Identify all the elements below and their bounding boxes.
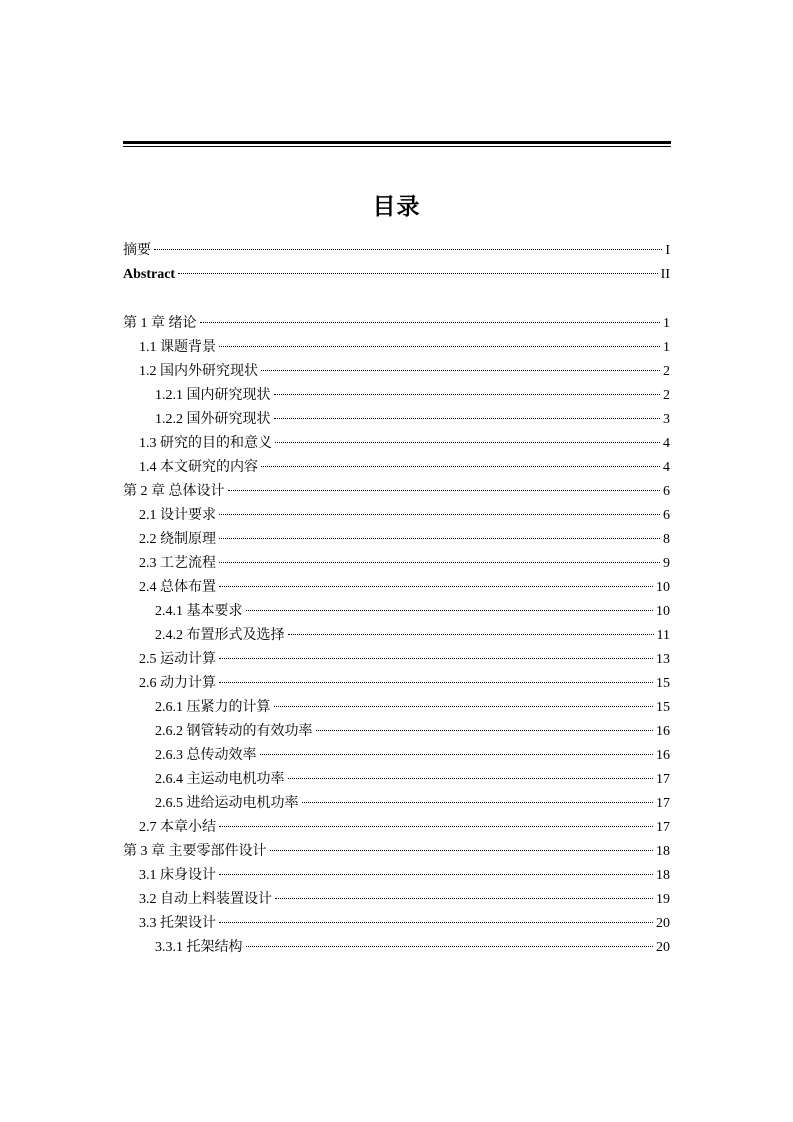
toc-leader-dots	[261, 370, 660, 371]
toc-leader-dots	[270, 850, 654, 851]
toc-entry-page: 10	[656, 604, 670, 619]
toc-entry-page: 17	[656, 796, 670, 811]
toc-entry-page: 6	[663, 508, 670, 523]
toc-entry-label: 1.4 本文研究的内容	[139, 460, 258, 475]
toc-entry-page: 17	[656, 820, 670, 835]
toc-entry-label: 1.2 国内外研究现状	[139, 364, 258, 379]
toc-entry[interactable]	[139, 433, 670, 455]
toc-entry-page: 2	[663, 388, 670, 403]
toc-entry-page: 18	[656, 844, 670, 859]
toc-entry[interactable]	[139, 817, 670, 839]
toc-entry-label: 2.6.5 进给运动电机功率	[155, 796, 299, 811]
toc-entry-label: 2.2 绕制原理	[139, 532, 216, 547]
toc-entry[interactable]	[139, 577, 670, 599]
toc-leader-dots	[275, 442, 660, 443]
toc-entry[interactable]	[155, 769, 670, 791]
toc-entry-label: 1.3 研究的目的和意义	[139, 436, 272, 451]
toc-entry-label: 1.1 课题背景	[139, 340, 216, 355]
toc-entry-page: 15	[656, 676, 670, 691]
toc-entry-page: 1	[663, 316, 670, 331]
toc-entry-page: 4	[663, 436, 670, 451]
toc-entry-page: 15	[656, 700, 670, 715]
toc-leader-dots	[228, 490, 661, 491]
toc-entry-label: 2.6 动力计算	[139, 676, 216, 691]
toc-entry-page: 10	[656, 580, 670, 595]
toc-leader-dots	[219, 922, 653, 923]
toc-entry-label: 2.6.3 总传动效率	[155, 748, 257, 763]
toc-entry[interactable]	[139, 361, 670, 383]
toc-entry-label: 2.1 设计要求	[139, 508, 216, 523]
toc-entry[interactable]	[155, 721, 670, 743]
header-rule	[123, 141, 671, 147]
toc-entry[interactable]	[155, 745, 670, 767]
toc-entry-page: 19	[656, 892, 670, 907]
toc-entry-label: Abstract	[123, 267, 176, 282]
toc-leader-dots	[178, 273, 658, 274]
toc-entry-label: 3.3 托架设计	[139, 916, 216, 931]
toc-entry-label: 第 3 章 主要零部件设计	[123, 844, 267, 859]
toc-entry-label: 1.2.1 国内研究现状	[155, 388, 271, 403]
toc-entry[interactable]	[139, 865, 670, 887]
toc-entry-label: 摘要	[123, 243, 151, 258]
toc-leader-dots	[219, 826, 653, 827]
toc-entry-label: 2.7 本章小结	[139, 820, 216, 835]
toc-entry-page: 2	[663, 364, 670, 379]
toc-entry-label: 2.6.1 压紧力的计算	[155, 700, 271, 715]
toc-leader-dots	[154, 249, 662, 250]
toc-leader-dots	[219, 538, 660, 539]
toc-entry[interactable]	[123, 264, 670, 286]
toc-entry[interactable]	[139, 529, 670, 551]
toc-entry-label: 3.1 床身设计	[139, 868, 216, 883]
toc-entry-label: 2.6.4 主运动电机功率	[155, 772, 285, 787]
toc-entry-page: 16	[656, 748, 670, 763]
toc-entry-label: 2.4.2 布置形式及选择	[155, 628, 285, 643]
toc-entry-label: 1.2.2 国外研究现状	[155, 412, 271, 427]
toc-entry-page: 13	[656, 652, 670, 667]
toc-entry[interactable]	[123, 481, 670, 503]
toc-leader-dots	[200, 322, 661, 323]
toc-leader-dots	[246, 946, 654, 947]
header-rule-thin	[123, 146, 671, 147]
toc-entry-label: 2.3 工艺流程	[139, 556, 216, 571]
toc-leader-dots	[288, 778, 654, 779]
toc-leader-dots	[274, 706, 654, 707]
toc-entry-page: 6	[663, 484, 670, 499]
toc-entry[interactable]	[123, 313, 670, 335]
toc-leader-dots	[219, 514, 660, 515]
toc-leader-dots	[219, 658, 653, 659]
toc-entry-label: 2.6.2 钢管转动的有效功率	[155, 724, 313, 739]
toc-entry-page: 4	[663, 460, 670, 475]
toc-entry-page: 11	[656, 628, 670, 643]
toc-entry-page: 8	[663, 532, 670, 547]
toc-entry-page: 17	[656, 772, 670, 787]
toc-entry[interactable]	[155, 601, 670, 623]
toc-entry[interactable]	[139, 889, 670, 911]
toc-entry-label: 第 2 章 总体设计	[123, 484, 225, 499]
toc-entry[interactable]	[139, 505, 670, 527]
toc-leader-dots	[288, 634, 654, 635]
toc-entry-page: 20	[656, 916, 670, 931]
toc-entry[interactable]	[155, 697, 670, 719]
toc-entry[interactable]	[123, 841, 670, 863]
toc-entry-label: 3.2 自动上料装置设计	[139, 892, 272, 907]
toc-entry-page: 9	[663, 556, 670, 571]
toc-entry[interactable]	[139, 457, 670, 479]
toc-leader-dots	[246, 610, 654, 611]
toc-entry[interactable]	[139, 649, 670, 671]
toc-entry-page: 20	[656, 940, 670, 955]
toc-leader-dots	[275, 898, 653, 899]
toc-title: 目录	[372, 194, 421, 220]
toc-entry-label: 第 1 章 绪论	[123, 316, 197, 331]
toc-leader-dots	[274, 394, 661, 395]
toc-entry-label: 2.4 总体布置	[139, 580, 216, 595]
toc-entry[interactable]	[123, 240, 670, 262]
toc-entry-page: I	[665, 243, 670, 258]
toc-leader-dots	[260, 754, 654, 755]
header-rule-thick	[123, 141, 671, 144]
toc-entry[interactable]	[155, 625, 670, 647]
toc-entry-page: 1	[663, 340, 670, 355]
toc-entry[interactable]	[139, 337, 670, 359]
toc-leader-dots	[219, 562, 660, 563]
toc-leader-dots	[219, 682, 653, 683]
toc-entry[interactable]	[139, 553, 670, 575]
toc-leader-dots	[219, 874, 653, 875]
toc-leader-dots	[274, 418, 661, 419]
toc-leader-dots	[219, 346, 660, 347]
toc-entry-label: 3.3.1 托架结构	[155, 940, 243, 955]
toc-leader-dots	[261, 466, 660, 467]
toc-entry-page: 16	[656, 724, 670, 739]
toc-entry-page: 18	[656, 868, 670, 883]
toc-entry[interactable]	[139, 913, 670, 935]
toc-entry-label: 2.5 运动计算	[139, 652, 216, 667]
toc-entry[interactable]	[155, 793, 670, 815]
toc-entry-page: 3	[663, 412, 670, 427]
toc-entry[interactable]	[139, 673, 670, 695]
toc-entry-label: 2.4.1 基本要求	[155, 604, 243, 619]
toc-leader-dots	[302, 802, 654, 803]
toc-leader-dots	[316, 730, 654, 731]
toc-leader-dots	[219, 586, 653, 587]
toc-entry[interactable]	[155, 937, 670, 959]
toc-entry-page: II	[660, 267, 670, 282]
toc-entry[interactable]	[155, 409, 670, 431]
toc-entry[interactable]	[155, 385, 670, 407]
